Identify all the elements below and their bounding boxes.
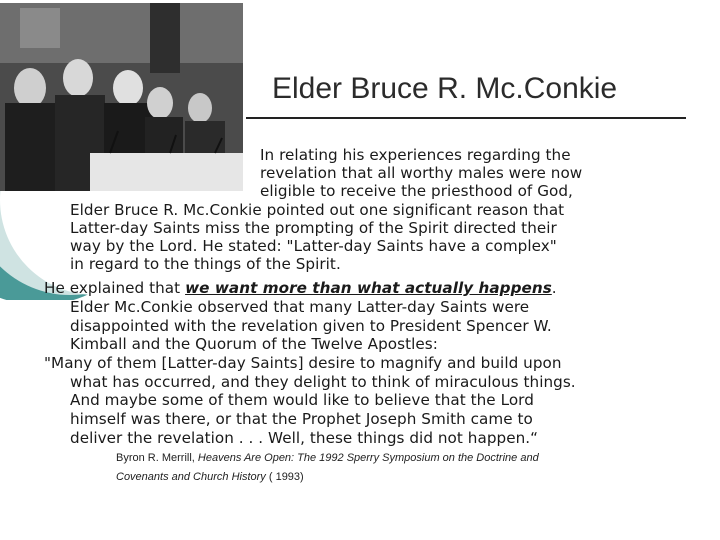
emphasis-text: we want more than what actually happens (185, 279, 552, 297)
paragraph1-line: eligible to receive the priesthood of God, (260, 182, 573, 200)
paragraph1-line: Latter-day Saints miss the prompting of the Spirit directed their (70, 219, 557, 237)
paragraph2-prefix: He explained that (44, 279, 186, 297)
quote-line: what has occurred, and they delight to think of miraculous things. (70, 373, 576, 391)
paragraph2-suffix: . (551, 279, 557, 297)
paragraph1-line: In relating his experiences regarding the (260, 146, 571, 164)
slide-title: Elder Bruce R. Mc.Conkie (272, 72, 618, 105)
paragraph1-line: Elder Bruce R. Mc.Conkie pointed out one significant reason that (70, 201, 565, 219)
citation-line2 (116, 468, 696, 487)
paragraph1-line: revelation that all worthy males were now (260, 164, 583, 182)
paragraph1-line: in regard to the things of the Spirit. (70, 255, 341, 273)
paragraph3-line: disappointed with the revelation given to President Spencer W. (70, 317, 552, 335)
citation-year: ( 1993) (265, 470, 304, 483)
title-divider (246, 117, 686, 119)
quote-line: deliver the revelation . . . Well, these things did not happen.“ (70, 429, 539, 447)
quote-line: And maybe some of them would like to believe that the Lord (70, 391, 534, 409)
paragraph1-line: way by the Lord. He stated: "Latter-day Saints have a complex" (70, 237, 557, 255)
press-conference-photo (0, 3, 243, 191)
quote-line: himself was there, or that the Prophet Joseph Smith came to (70, 410, 533, 428)
citation-work-line2: Covenants and Church History (116, 470, 266, 483)
citation-line1 (116, 449, 696, 468)
citation (116, 449, 696, 486)
paragraph2 (44, 279, 557, 297)
quote-line: "Many of them [Latter-day Saints] desire to magnify and build upon (44, 354, 562, 372)
paragraph3-line: Kimball and the Quorum of the Twelve Apostles: (70, 335, 438, 353)
citation-work-line1: Heavens Are Open: The 1992 Sperry Symposium on the Doctrine and (197, 452, 539, 464)
citation-author: Byron R. Merrill, (116, 452, 198, 464)
paragraph3-line: Elder Mc.Conkie observed that many Latter-day Saints were (70, 298, 530, 316)
